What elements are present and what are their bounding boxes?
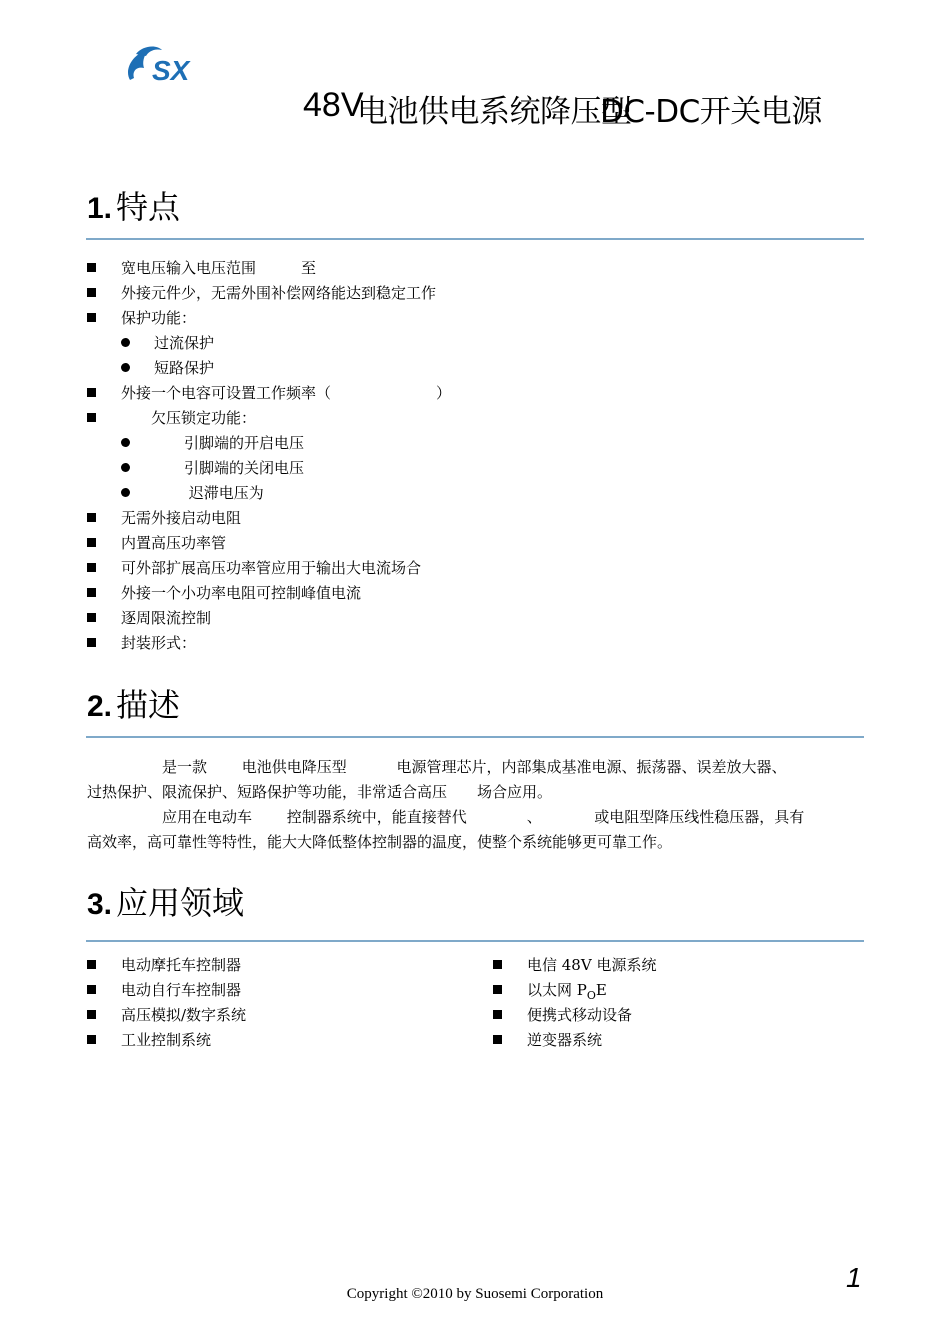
list-item [87,531,226,556]
list-item: 电动自行车控制器 [87,978,241,1003]
round-bullet-icon [121,488,130,497]
description-line: 是一款 电池供电降压型 电源管理芯片，内部集成基准电源、振荡器、误差放大器、 [87,758,787,776]
list-item-text: 逐周限流控制 [121,609,212,627]
list-item-text: 外接元件少，无需外围补偿网络能达到稳定工作 [121,284,437,302]
square-bullet-icon [87,960,96,969]
square-bullet-icon [493,985,502,994]
list-item [87,606,211,631]
section-number: 1. [87,192,113,225]
list-item-text: 可外部扩展高压功率管应用于输出大电流场合 [121,559,422,577]
list-item-text: 引脚端的关闭电压 [154,459,305,477]
list-item-text: 短路保护 [154,359,215,377]
square-bullet-icon [493,1010,502,1019]
list-item-text: 引脚端的开启电压 [154,434,305,452]
list-item: 高压模拟/数字系统 [87,1003,246,1028]
list-item [87,556,421,581]
round-bullet-icon [121,438,130,447]
list-item: 电动摩托车控制器 [87,953,241,978]
section-title: 描述 [116,686,181,724]
list-item [87,406,256,431]
description-line: 应用在电动车 控制器系统中，能直接替代 、 或电阻型降压线性稳压器，具有 [87,808,805,826]
poe-subscript: O [586,989,596,1002]
square-bullet-icon [87,413,96,422]
list-item: 电信 48V 电源系统 [493,953,656,978]
list-item [87,506,241,531]
description-line: 高效率，高可靠性等特性，能大大降低整体控制器的温度，使整个系统能够更可靠工作。 [87,833,673,851]
description-line: 过热保护、限流保护、短路保护等功能，非常适合高压 场合应用。 [87,783,553,801]
square-bullet-icon [87,613,96,622]
section-heading-description [87,680,180,730]
square-bullet-icon [87,563,96,572]
list-item: 逆变器系统 [493,1028,602,1053]
list-item [87,281,436,306]
square-bullet-icon [87,638,96,647]
list-item [121,356,214,381]
square-bullet-icon [493,1035,502,1044]
logo-text: SX [152,55,190,86]
section-title: 应用领域 [116,884,245,922]
list-item-text: 外接一个小功率电阻可控制峰值电流 [121,584,362,602]
list-item: 工业控制系统 [87,1028,211,1053]
section-heading-features [87,182,180,232]
section-divider [86,238,864,240]
document-title-prefix: 48V [303,86,364,124]
square-bullet-icon [87,388,96,397]
list-item [121,331,214,356]
list-item-text: 内置高压功率管 [121,534,227,552]
document-title: 电池供电系统降压型 [357,94,632,130]
list-item: 便携式移动设备 [493,1003,632,1028]
square-bullet-icon [493,960,502,969]
document-title-suffix: DC-DC开关电源 [600,94,822,130]
list-item-text: 封装形式： [121,634,197,652]
list-item-text: 无需外接启动电阻 [121,509,242,527]
square-bullet-icon [87,288,96,297]
list-item [87,581,361,606]
square-bullet-icon [87,985,96,994]
page-number: 1 [846,1262,862,1293]
company-logo [122,42,214,92]
list-item [87,306,196,331]
description-paragraph [87,755,867,855]
section-heading-applications [87,878,244,928]
list-item-text: 迟滞电压为 [154,484,264,502]
section-divider [86,940,864,942]
section-number: 2. [87,690,113,723]
square-bullet-icon [87,538,96,547]
list-item [121,481,264,506]
list-item [121,431,304,456]
section-divider [86,736,864,738]
round-bullet-icon [121,463,130,472]
section-title: 特点 [116,188,181,226]
list-item: 以太网 $P_OE$ [493,978,607,1003]
list-item-text: 宽电压输入电压范围 至 [121,259,317,277]
list-item-text: 过流保护 [154,334,215,352]
list-item-text: 外接一个电容可设置工作频率（ ） [121,384,452,402]
round-bullet-icon [121,363,130,372]
square-bullet-icon [87,513,96,522]
square-bullet-icon [87,263,96,272]
copyright-notice: Copyright ©2010 by Suosemi Corporation [346,1286,604,1302]
list-item [87,256,316,281]
list-item [121,456,304,481]
list-item-text: 保护功能： [121,309,197,327]
square-bullet-icon [87,313,96,322]
square-bullet-icon [87,588,96,597]
square-bullet-icon [87,1010,96,1019]
square-bullet-icon [87,1035,96,1044]
list-item [87,381,451,406]
list-item [87,631,196,656]
poe-tail: E [595,981,607,999]
list-item-text: 欠压锁定功能： [121,409,257,427]
section-number: 3. [87,888,113,921]
round-bullet-icon [121,338,130,347]
